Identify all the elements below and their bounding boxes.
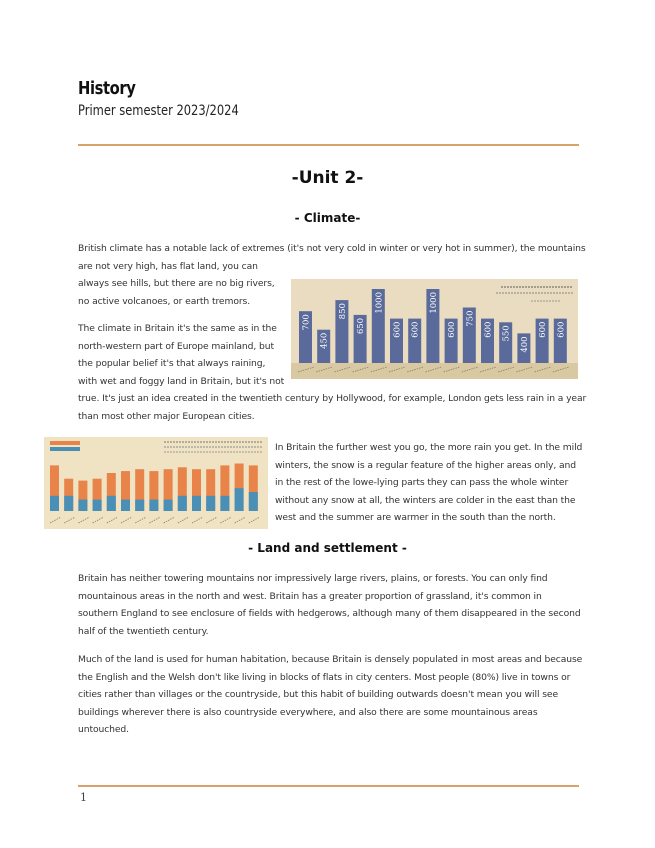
text-line: In Britain the further west you go, the more rain you get. In the mild — [275, 442, 583, 453]
text-line: in the rest of the lowe-lying parts they can pass the whole winter — [275, 477, 569, 488]
rainfall-bar-label: 550 — [501, 325, 512, 342]
document-header — [78, 78, 274, 119]
rainfall-figure — [291, 279, 578, 379]
temperature-bar-low — [107, 496, 116, 511]
text-line: southern England to see enclosure of fields with hedgerows, although many of them disappeared in the second — [78, 608, 581, 619]
text-line: cities rather than villages or the countryside, but this habit of building outwards doesn't mean you will see — [78, 689, 559, 700]
text-line: are not very high, has flat land, you can — [78, 260, 258, 272]
temperature-figure — [44, 437, 268, 529]
unit-title: -Unit 2- — [291, 168, 364, 188]
temperature-bar-low — [93, 500, 102, 511]
header-subtitle: Primer semester 2023/2024 — [78, 103, 239, 119]
rainfall-bar-label: 450 — [319, 332, 330, 349]
rainfall-bar-label: 600 — [447, 321, 458, 338]
temperature-bar-low — [135, 500, 144, 511]
text-line: untouched. — [78, 724, 129, 735]
rainfall-bar-label: 600 — [410, 321, 421, 338]
rainfall-bar-label: 600 — [392, 321, 403, 338]
text-line: the English and the Welsh don't like living in blocks of flats in city centers. Most people (80%) live in towns or — [78, 671, 571, 683]
text-line: mountainous areas in the north and west. Britain has a greater proportion of grassland, it's common in — [78, 590, 542, 602]
rainfall-bar-label: 1000 — [374, 292, 385, 314]
temperature-bar-low — [64, 496, 73, 511]
rainfall-bar-label: 700 — [301, 314, 312, 331]
section-climate-heading: - Climate- — [294, 211, 361, 225]
rainfall-bar-label: 600 — [538, 321, 549, 338]
rainfall-bar-label: 400 — [519, 336, 530, 353]
page-number: 1 — [80, 791, 87, 804]
text-line: true. It's just an idea created in the twentieth century by Hollywood, for example, London gets less rain in a year — [78, 393, 587, 404]
text-line: without any snow at all, the winters are colder in the east than the — [275, 494, 576, 506]
text-line: buildings wherever there is also countryside everywhere, and also there are some mountainous areas — [78, 706, 538, 718]
figure-base-strip — [291, 363, 578, 379]
temperature-bar-low — [121, 500, 130, 511]
temperature-bar-low — [235, 488, 244, 511]
temperature-bar-low — [50, 496, 59, 511]
temperature-bar-low — [149, 500, 158, 511]
footer-rule — [78, 785, 579, 787]
text-line: north-western part of Europe mainland, but — [78, 340, 274, 352]
temperature-bar-low — [249, 492, 258, 511]
text-line: The climate in Britain it's the same as in the — [78, 323, 277, 334]
temperature-bar-low — [192, 496, 201, 511]
temperature-bar-low — [78, 500, 87, 511]
rainfall-bar-label: 600 — [556, 321, 567, 338]
rainfall-bar-label: 1000 — [428, 292, 439, 314]
paragraph-climate-3 — [275, 439, 582, 527]
temperature-bar-low — [220, 496, 229, 511]
temperature-bar-low — [206, 496, 215, 511]
header-rule — [78, 144, 579, 146]
text-line: winters, the snow is a regular feature of the higher areas only, and — [275, 459, 576, 471]
text-line: British climate has a notable lack of extremes (it's not very cold in winter or very hot in summer), the mountains — [78, 243, 586, 254]
rainfall-bar-label: 750 — [465, 310, 476, 327]
temperature-bar-low — [164, 500, 173, 511]
section-land-heading: - Land and settlement - — [248, 541, 407, 555]
text-line: Much of the land is used for human habitation, because Britain is densely populated in most areas and because — [78, 654, 583, 665]
rainfall-bar-label: 600 — [483, 321, 494, 338]
text-line: always see hills, but there are no big rivers, — [78, 278, 275, 289]
rainfall-bar-label: 650 — [356, 317, 367, 335]
paragraph-land-2 — [78, 651, 582, 739]
rainfall-bar-label: 850 — [337, 303, 348, 320]
text-line: with wet and foggy land in Britain, but it's not — [78, 375, 285, 387]
text-line: no active volcanoes, or earth tremors. — [78, 295, 251, 307]
text-line: half of the twentieth century. — [78, 625, 209, 637]
text-line: west and the summer are warmer in the south than the north. — [275, 512, 556, 523]
text-line: Britain has neither towering mountains nor impressively large rivers, plains, or forests. You can only find — [78, 573, 548, 584]
paragraph-land-1 — [78, 570, 581, 640]
text-line: than most other major European cities. — [78, 410, 255, 422]
text-line: the popular belief it's that always raining, — [78, 358, 266, 369]
temperature-bar-low — [178, 496, 187, 511]
header-title: History — [78, 78, 136, 99]
